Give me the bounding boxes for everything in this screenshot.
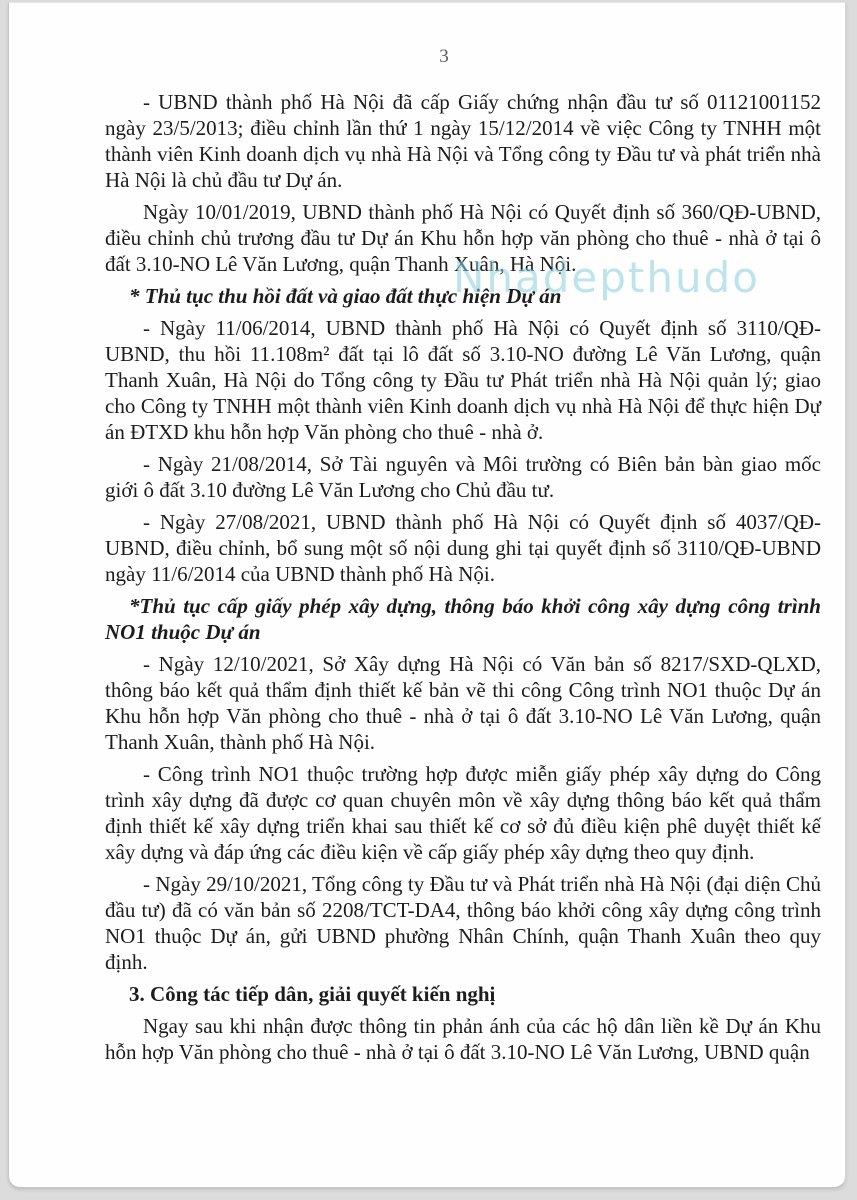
paragraph: - UBND thành phố Hà Nội đã cấp Giấy chứng nhận đầu tư số 01121001152 ngày 23/5/2013; điều chỉnh lần thứ 1 ngày 15/12/2014 về việc Công ty TNHH một thành viên Kinh doanh dịch vụ nhà Hà Nội và Tổng công ty Đầu tư và phát triển nhà Hà Nội là chủ đầu tư Dự án.	[105, 90, 821, 192]
paragraph: - Ngày 11/06/2014, UBND thành phố Hà Nội có Quyết định số 3110/QĐ-UBND, thu hồi 11.108m² đất tại lô đất số 3.10-NO đường Lê Văn Lương, quận Thanh Xuân, Hà Nội do Tổng công ty Đầu tư Phát triển nhà Hà Nội quản lý; giao cho Công ty TNHH một thành viên Kinh doanh dịch vụ nhà Hà Nội để thực hiện Dự án ĐTXD khu hỗn hợp Văn phòng cho thuê - nhà ở.	[105, 316, 821, 444]
paragraph: Ngày 10/01/2019, UBND thành phố Hà Nội có Quyết định số 360/QĐ-UBND, điều chỉnh chủ trương đầu tư Dự án Khu hỗn hợp văn phòng cho thuê - nhà ở tại ô đất 3.10-NO Lê Văn Lương, quận Thanh Xuân, Hà Nội.	[105, 200, 821, 276]
page-number: 3	[439, 46, 449, 67]
section-heading: *Thủ tục cấp giấy phép xây dựng, thông báo khởi công xây dựng công trình NO1 thuộc Dự án	[105, 594, 821, 644]
paragraph: - Ngày 29/10/2021, Tổng công ty Đầu tư và Phát triển nhà Hà Nội (đại diện Chủ đầu tư) đã có văn bản số 2208/TCT-DA4, thông báo khởi công xây dựng công trình NO1 thuộc Dự án, gửi UBND phường Nhân Chính, quận Thanh Xuân theo quy định.	[105, 872, 821, 974]
paragraph: Ngay sau khi nhận được thông tin phản ánh của các hộ dân liền kề Dự án Khu hỗn hợp Văn phòng cho thuê - nhà ở tại ô đất 3.10-NO Lê Văn Lương, UBND quận	[105, 1014, 821, 1064]
paragraph: - Công trình NO1 thuộc trường hợp được miễn giấy phép xây dựng do Công trình xây dựng đã được cơ quan chuyên môn về xây dựng thông báo kết quả thẩm định thiết kế xây dựng triển khai sau thiết kế cơ sở đủ điều kiện phê duyệt thiết kế xây dựng và đáp ứng các điều kiện về cấp giấy phép xây dựng theo quy định.	[105, 762, 821, 864]
site-watermark: Nhadepthudo	[453, 253, 760, 302]
paragraph: - Ngày 27/08/2021, UBND thành phố Hà Nội có Quyết định số 4037/QĐ-UBND, điều chỉnh, bổ sung một số nội dung ghi tại quyết định số 3110/QĐ-UBND ngày 11/6/2014 của UBND thành phố Hà Nội.	[105, 510, 821, 586]
paragraph: - Ngày 21/08/2014, Sở Tài nguyên và Môi trường có Biên bản bàn giao mốc giới ô đất 3.10 đường Lê Văn Lương cho Chủ đầu tư.	[105, 452, 821, 502]
document-page	[8, 2, 846, 1188]
document-body	[105, 89, 821, 1071]
section-heading: * Thủ tục thu hồi đất và giao đất thực hiện Dự án	[129, 284, 562, 308]
section-heading: 3. Công tác tiếp dân, giải quyết kiến nghị	[129, 982, 496, 1006]
paragraph: - Ngày 12/10/2021, Sở Xây dựng Hà Nội có Văn bản số 8217/SXD-QLXD, thông báo kết quả thẩm định thiết kế bản vẽ thi công Công trình NO1 thuộc Dự án Khu hỗn hợp Văn phòng cho thuê - nhà ở tại ô đất 3.10-NO Lê Văn Lương, quận Thanh Xuân, thành phố Hà Nội.	[105, 652, 821, 754]
